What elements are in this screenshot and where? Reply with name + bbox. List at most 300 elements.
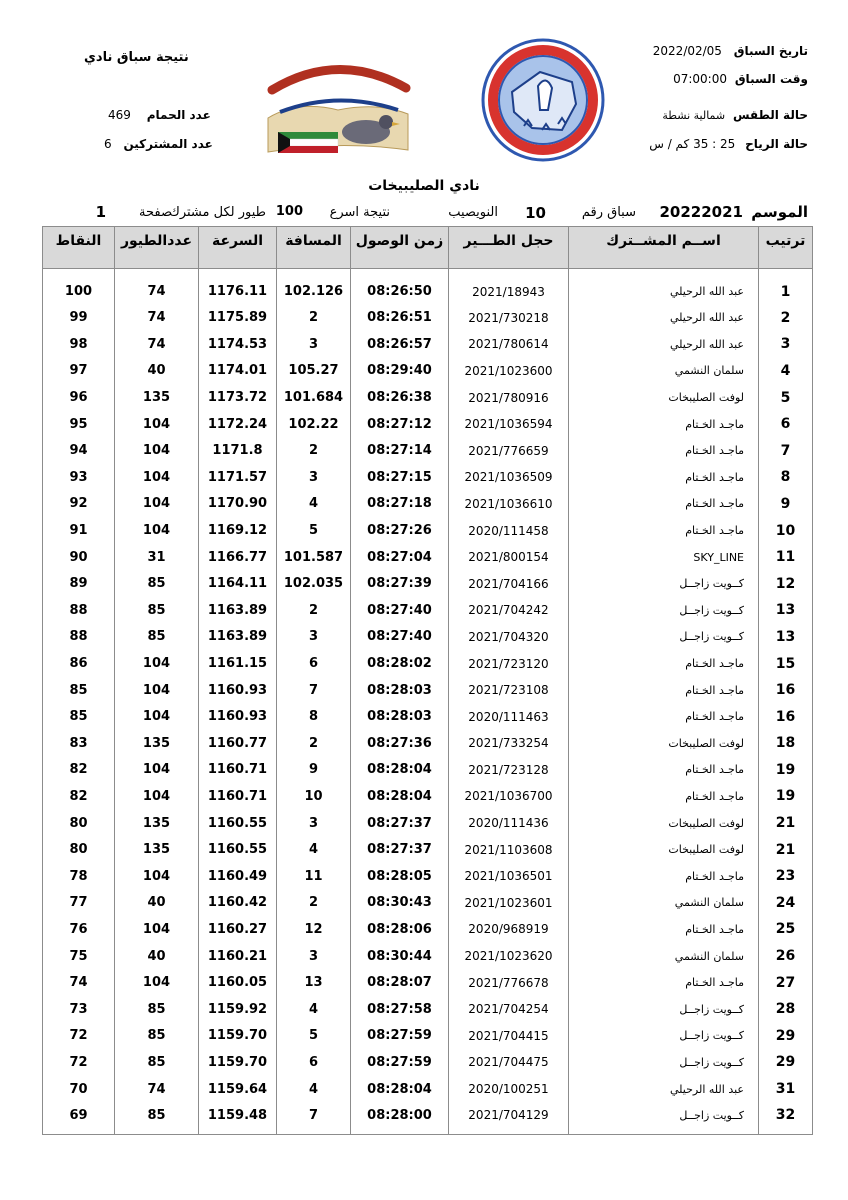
pigeons-value: 469 [108, 108, 131, 122]
arrival-time-cell: 08:26:50 [351, 269, 449, 305]
speed-cell: 1170.90 [199, 491, 277, 518]
points-cell: 78 [43, 863, 115, 890]
speed-cell: 1174.01 [199, 358, 277, 385]
birds-count-cell: 104 [115, 437, 199, 464]
ring-number-cell: 2021/723120 [449, 650, 569, 677]
table-header-row [43, 227, 813, 269]
ring-number-cell: 2021/800154 [449, 544, 569, 571]
birds-count-cell: 104 [115, 969, 199, 996]
points-cell: 85 [43, 677, 115, 704]
participant-cell: ماجـد الخـتام [569, 517, 759, 544]
race-date-label: تاريخ السباق [733, 44, 808, 58]
participant-cell: ماجـد الخـتام [569, 491, 759, 518]
speed-cell: 1159.70 [199, 1049, 277, 1076]
rank-cell: 21 [759, 836, 813, 863]
arrival-time-cell: 08:28:03 [351, 703, 449, 730]
arrival-time-cell: 08:26:51 [351, 305, 449, 332]
birds-count-cell: 135 [115, 730, 199, 757]
race-time-label: وقت السباق [734, 72, 808, 86]
race-date-line [653, 44, 808, 58]
rank-cell: 13 [759, 624, 813, 651]
wind-label: حالة الرياح [745, 137, 808, 151]
arrival-time-cell: 08:28:02 [351, 650, 449, 677]
distance-cell: 3 [277, 331, 351, 358]
rank-cell: 15 [759, 650, 813, 677]
arrival-time-cell: 08:27:37 [351, 810, 449, 837]
club-result-text: نتيجة سباق نادي [84, 50, 189, 65]
arrival-time-cell: 08:27:58 [351, 996, 449, 1023]
arrival-time-cell: 08:28:04 [351, 1076, 449, 1103]
race-number-label: سباق رقم [581, 205, 636, 220]
rank-cell: 11 [759, 544, 813, 571]
ring-number-cell: 2021/1036610 [449, 491, 569, 518]
distance-cell: 4 [277, 1076, 351, 1103]
distance-cell: 11 [277, 863, 351, 890]
birds-count-cell: 85 [115, 624, 199, 651]
participant-cell: ماجـد الخـتام [569, 464, 759, 491]
table-row [43, 305, 813, 332]
ring-number-cell: 2020/100251 [449, 1076, 569, 1103]
participant-cell: ماجـد الخـتام [569, 437, 759, 464]
rank-cell: 4 [759, 358, 813, 385]
table-row [43, 1023, 813, 1050]
birds-count-cell: 74 [115, 331, 199, 358]
birds-count-cell: 85 [115, 1102, 199, 1134]
participant-cell: كــويت زاجــل [569, 1049, 759, 1076]
speed-cell: 1160.05 [199, 969, 277, 996]
race-time-value: 07:00:00 [673, 72, 727, 86]
points-cell: 70 [43, 1076, 115, 1103]
distance-cell: 5 [277, 517, 351, 544]
arrival-time-cell: 08:26:57 [351, 331, 449, 358]
arrival-time-cell: 08:27:12 [351, 411, 449, 438]
birds-count-cell: 104 [115, 703, 199, 730]
participant-cell: سلمان النشمي [569, 358, 759, 385]
speed-cell: 1166.77 [199, 544, 277, 571]
ring-number-cell: 2021/723128 [449, 757, 569, 784]
ring-number-cell: 2021/704242 [449, 597, 569, 624]
ring-number-cell: 2021/1023601 [449, 890, 569, 917]
participant-cell: ماجـد الخـتام [569, 783, 759, 810]
birds-count-cell: 135 [115, 836, 199, 863]
rank-cell: 2 [759, 305, 813, 332]
ring-number-cell: 2021/1023600 [449, 358, 569, 385]
column-header-participant: اســم المشــترك [569, 227, 759, 269]
rank-cell: 19 [759, 757, 813, 784]
distance-cell: 5 [277, 1023, 351, 1050]
result-label: نتيجة اسرع [329, 205, 390, 220]
participant-cell: كــويت زاجــل [569, 1102, 759, 1134]
speed-cell: 1160.77 [199, 730, 277, 757]
participant-cell: سلمان النشمي [569, 943, 759, 970]
arrival-time-cell: 08:27:39 [351, 570, 449, 597]
participant-cell: ماجـد الخـتام [569, 757, 759, 784]
distance-cell: 2 [277, 305, 351, 332]
birds-count-cell: 40 [115, 943, 199, 970]
points-cell: 98 [43, 331, 115, 358]
birds-count-cell: 104 [115, 677, 199, 704]
rank-cell: 24 [759, 890, 813, 917]
speed-cell: 1159.64 [199, 1076, 277, 1103]
arrival-time-cell: 08:27:04 [351, 544, 449, 571]
ring-number-cell: 2020/111436 [449, 810, 569, 837]
arrival-time-cell: 08:27:36 [351, 730, 449, 757]
rank-cell: 16 [759, 703, 813, 730]
participant-cell: ماجـد الخـتام [569, 677, 759, 704]
points-cell: 88 [43, 624, 115, 651]
participants-label: عدد المشتركين [123, 137, 213, 151]
distance-cell: 7 [277, 1102, 351, 1134]
speed-cell: 1171.8 [199, 437, 277, 464]
speed-cell: 1160.55 [199, 836, 277, 863]
points-cell: 88 [43, 597, 115, 624]
race-number-value: 10 [525, 204, 546, 222]
points-cell: 96 [43, 384, 115, 411]
rank-cell: 25 [759, 916, 813, 943]
top-count: 100 [275, 204, 303, 219]
distance-cell: 3 [277, 624, 351, 651]
participant-cell: لوفت الصليبخات [569, 384, 759, 411]
distance-cell: 7 [277, 677, 351, 704]
table-row [43, 437, 813, 464]
table-row [43, 650, 813, 677]
points-cell: 85 [43, 703, 115, 730]
speed-cell: 1163.89 [199, 597, 277, 624]
ring-number-cell: 2021/776659 [449, 437, 569, 464]
ring-number-cell: 2021/1023620 [449, 943, 569, 970]
rank-cell: 32 [759, 1102, 813, 1134]
ring-number-cell: 2021/780614 [449, 331, 569, 358]
ring-number-cell: 2021/704475 [449, 1049, 569, 1076]
distance-cell: 2 [277, 890, 351, 917]
column-header-rank: ترتيب [759, 227, 813, 269]
distance-cell: 8 [277, 703, 351, 730]
points-cell: 75 [43, 943, 115, 970]
participant-cell: عبد الله الرحيلي [569, 269, 759, 305]
distance-cell: 102.126 [277, 269, 351, 305]
birds-count-cell: 104 [115, 491, 199, 518]
rank-cell: 9 [759, 491, 813, 518]
participant-cell: لوفت الصليبخات [569, 836, 759, 863]
club-result-title [84, 50, 189, 65]
arrival-time-cell: 08:28:03 [351, 677, 449, 704]
arrival-time-cell: 08:27:26 [351, 517, 449, 544]
column-header-ring: حجل الطـــير [449, 227, 569, 269]
points-cell: 100 [43, 269, 115, 305]
arrival-time-cell: 08:26:38 [351, 384, 449, 411]
ring-number-cell: 2021/1036509 [449, 464, 569, 491]
race-date-value: 2022/02/05 [652, 44, 722, 58]
ring-number-cell: 2021/704129 [449, 1102, 569, 1134]
birds-count-cell: 40 [115, 358, 199, 385]
distance-cell: 6 [277, 1049, 351, 1076]
points-cell: 69 [43, 1102, 115, 1134]
birds-count-cell: 104 [115, 916, 199, 943]
participant-cell: سلمان النشمي [569, 890, 759, 917]
birds-count-cell: 104 [115, 863, 199, 890]
points-cell: 97 [43, 358, 115, 385]
season-info-line [38, 203, 808, 223]
table-row [43, 544, 813, 571]
birds-count-cell: 85 [115, 1049, 199, 1076]
table-row [43, 996, 813, 1023]
table-row [43, 1049, 813, 1076]
points-cell: 90 [43, 544, 115, 571]
rank-cell: 13 [759, 597, 813, 624]
participant-cell: ماجـد الخـتام [569, 863, 759, 890]
table-row [43, 863, 813, 890]
table-row [43, 890, 813, 917]
points-cell: 95 [43, 411, 115, 438]
birds-count-cell: 135 [115, 384, 199, 411]
arrival-time-cell: 08:28:07 [351, 969, 449, 996]
rank-cell: 8 [759, 464, 813, 491]
arrival-time-cell: 08:27:14 [351, 437, 449, 464]
arrival-time-cell: 08:27:40 [351, 624, 449, 651]
table-row [43, 783, 813, 810]
column-header-distance: المسافة [277, 227, 351, 269]
speed-cell: 1160.93 [199, 677, 277, 704]
table-row [43, 730, 813, 757]
table-row [43, 384, 813, 411]
speed-cell: 1160.21 [199, 943, 277, 970]
rank-cell: 3 [759, 331, 813, 358]
distance-cell: 2 [277, 730, 351, 757]
points-cell: 80 [43, 810, 115, 837]
speed-cell: 1159.92 [199, 996, 277, 1023]
column-header-birds: عددالطيور [115, 227, 199, 269]
birds-count-cell: 74 [115, 305, 199, 332]
ring-number-cell: 2021/704254 [449, 996, 569, 1023]
rank-cell: 31 [759, 1076, 813, 1103]
ring-number-cell: 2021/704166 [449, 570, 569, 597]
table-row [43, 570, 813, 597]
arrival-time-cell: 08:27:40 [351, 597, 449, 624]
arrival-time-cell: 08:28:05 [351, 863, 449, 890]
participant-cell: ماجـد الخـتام [569, 650, 759, 677]
distance-cell: 4 [277, 836, 351, 863]
distance-cell: 101.684 [277, 384, 351, 411]
points-cell: 93 [43, 464, 115, 491]
table-row [43, 1102, 813, 1134]
table-row [43, 703, 813, 730]
kuwait-federation-logo [480, 34, 606, 166]
rank-cell: 19 [759, 783, 813, 810]
distance-cell: 3 [277, 810, 351, 837]
participant-cell: ماجـد الخـتام [569, 411, 759, 438]
table-row [43, 624, 813, 651]
speed-cell: 1160.93 [199, 703, 277, 730]
ring-number-cell: 2021/723108 [449, 677, 569, 704]
distance-cell: 10 [277, 783, 351, 810]
distance-cell: 2 [277, 437, 351, 464]
birds-count-cell: 135 [115, 810, 199, 837]
distance-cell: 102.22 [277, 411, 351, 438]
ring-number-cell: 2021/733254 [449, 730, 569, 757]
rank-cell: 28 [759, 996, 813, 1023]
birds-count-cell: 31 [115, 544, 199, 571]
arrival-time-cell: 08:27:37 [351, 836, 449, 863]
speed-cell: 1159.48 [199, 1102, 277, 1134]
birds-count-cell: 104 [115, 650, 199, 677]
birds-count-cell: 85 [115, 1023, 199, 1050]
ring-number-cell: 2020/968919 [449, 916, 569, 943]
pigeons-count-line [108, 108, 211, 122]
distance-cell: 6 [277, 650, 351, 677]
weather-value: شمالية نشطة [662, 109, 726, 122]
season-label: الموسم [751, 203, 808, 221]
participant-cell: لوفت الصليبخات [569, 810, 759, 837]
speed-cell: 1160.42 [199, 890, 277, 917]
participants-count-line [104, 137, 213, 151]
birds-count-cell: 85 [115, 597, 199, 624]
birds-count-cell: 85 [115, 996, 199, 1023]
rank-cell: 29 [759, 1023, 813, 1050]
participant-cell: كــويت زاجــل [569, 570, 759, 597]
rank-cell: 5 [759, 384, 813, 411]
participant-cell: عبد الله الرحيلي [569, 331, 759, 358]
distance-cell: 3 [277, 943, 351, 970]
birds-count-cell: 85 [115, 570, 199, 597]
ring-number-cell: 2021/780916 [449, 384, 569, 411]
distance-cell: 12 [277, 916, 351, 943]
arrival-time-cell: 08:28:00 [351, 1102, 449, 1134]
rank-cell: 6 [759, 411, 813, 438]
table-row [43, 517, 813, 544]
arrival-time-cell: 08:30:44 [351, 943, 449, 970]
table-row [43, 464, 813, 491]
points-cell: 86 [43, 650, 115, 677]
speed-cell: 1160.55 [199, 810, 277, 837]
birds-count-cell: 40 [115, 890, 199, 917]
points-cell: 76 [43, 916, 115, 943]
birds-count-cell: 104 [115, 757, 199, 784]
column-header-points: النقاط [43, 227, 115, 269]
table-row [43, 836, 813, 863]
birds-count-cell: 104 [115, 464, 199, 491]
rank-cell: 26 [759, 943, 813, 970]
ring-number-cell: 2020/111463 [449, 703, 569, 730]
results-body [43, 269, 813, 1135]
points-cell: 82 [43, 783, 115, 810]
points-cell: 72 [43, 1049, 115, 1076]
pigeons-label: عدد الحمام [146, 108, 211, 122]
ring-number-cell: 2021/1036594 [449, 411, 569, 438]
arrival-time-cell: 08:28:06 [351, 916, 449, 943]
distance-cell: 4 [277, 491, 351, 518]
table-row [43, 969, 813, 996]
birds-count-cell: 104 [115, 517, 199, 544]
speed-cell: 1169.12 [199, 517, 277, 544]
points-cell: 72 [43, 1023, 115, 1050]
ring-number-cell: 2021/776678 [449, 969, 569, 996]
participant-cell: كــويت زاجــل [569, 624, 759, 651]
points-cell: 99 [43, 305, 115, 332]
table-row [43, 916, 813, 943]
participant-cell: ماجـد الخـتام [569, 916, 759, 943]
ring-number-cell: 2021/1036700 [449, 783, 569, 810]
participant-cell: عبد الله الرحيلي [569, 1076, 759, 1103]
rank-cell: 18 [759, 730, 813, 757]
weather-label: حالة الطقس [732, 108, 808, 122]
arrival-time-cell: 08:28:04 [351, 757, 449, 784]
speed-cell: 1159.70 [199, 1023, 277, 1050]
participant-cell: لوفت الصليبخات [569, 730, 759, 757]
speed-cell: 1172.24 [199, 411, 277, 438]
distance-cell: 3 [277, 464, 351, 491]
distance-cell: 13 [277, 969, 351, 996]
table-row [43, 411, 813, 438]
table-row [43, 943, 813, 970]
distance-cell: 2 [277, 597, 351, 624]
table-row [43, 269, 813, 305]
distance-cell: 105.27 [277, 358, 351, 385]
arrival-time-cell: 08:30:43 [351, 890, 449, 917]
points-cell: 91 [43, 517, 115, 544]
column-header-arrival: زمن الوصول [351, 227, 449, 269]
rank-cell: 29 [759, 1049, 813, 1076]
speed-cell: 1164.11 [199, 570, 277, 597]
speed-cell: 1161.15 [199, 650, 277, 677]
points-cell: 89 [43, 570, 115, 597]
arrival-time-cell: 08:27:59 [351, 1049, 449, 1076]
page-number: 1 [95, 203, 106, 221]
participant-cell: كــويت زاجــل [569, 597, 759, 624]
points-cell: 73 [43, 996, 115, 1023]
rank-cell: 23 [759, 863, 813, 890]
distance-cell: 9 [277, 757, 351, 784]
points-cell: 82 [43, 757, 115, 784]
rank-cell: 12 [759, 570, 813, 597]
points-cell: 83 [43, 730, 115, 757]
rank-cell: 1 [759, 269, 813, 305]
distance-cell: 4 [277, 996, 351, 1023]
table-row [43, 757, 813, 784]
points-cell: 94 [43, 437, 115, 464]
wind-line [649, 137, 808, 151]
arrival-time-cell: 08:27:18 [351, 491, 449, 518]
table-row [43, 491, 813, 518]
participants-value: 6 [104, 137, 112, 151]
points-cell: 80 [43, 836, 115, 863]
speed-cell: 1171.57 [199, 464, 277, 491]
speed-cell: 1160.71 [199, 783, 277, 810]
table-row [43, 1076, 813, 1103]
table-row [43, 597, 813, 624]
wind-value: 25 : 35 كم / س [649, 137, 736, 151]
birds-count-cell: 104 [115, 411, 199, 438]
page-label: صفحة [139, 205, 172, 220]
participant-cell: ماجـد الخـتام [569, 703, 759, 730]
birds-count-cell: 74 [115, 269, 199, 305]
points-cell: 74 [43, 969, 115, 996]
weather-line [662, 108, 808, 122]
ring-number-cell: 2021/730218 [449, 305, 569, 332]
race-location: النويصيب [448, 205, 498, 220]
speed-cell: 1175.89 [199, 305, 277, 332]
speed-cell: 1176.11 [199, 269, 277, 305]
arrival-time-cell: 08:27:59 [351, 1023, 449, 1050]
participant-cell: كــويت زاجــل [569, 1023, 759, 1050]
points-cell: 92 [43, 491, 115, 518]
birds-count-cell: 74 [115, 1076, 199, 1103]
rank-cell: 21 [759, 810, 813, 837]
speed-cell: 1174.53 [199, 331, 277, 358]
table-row [43, 810, 813, 837]
participant-cell: كــويت زاجــل [569, 996, 759, 1023]
arrival-time-cell: 08:29:40 [351, 358, 449, 385]
rank-cell: 27 [759, 969, 813, 996]
